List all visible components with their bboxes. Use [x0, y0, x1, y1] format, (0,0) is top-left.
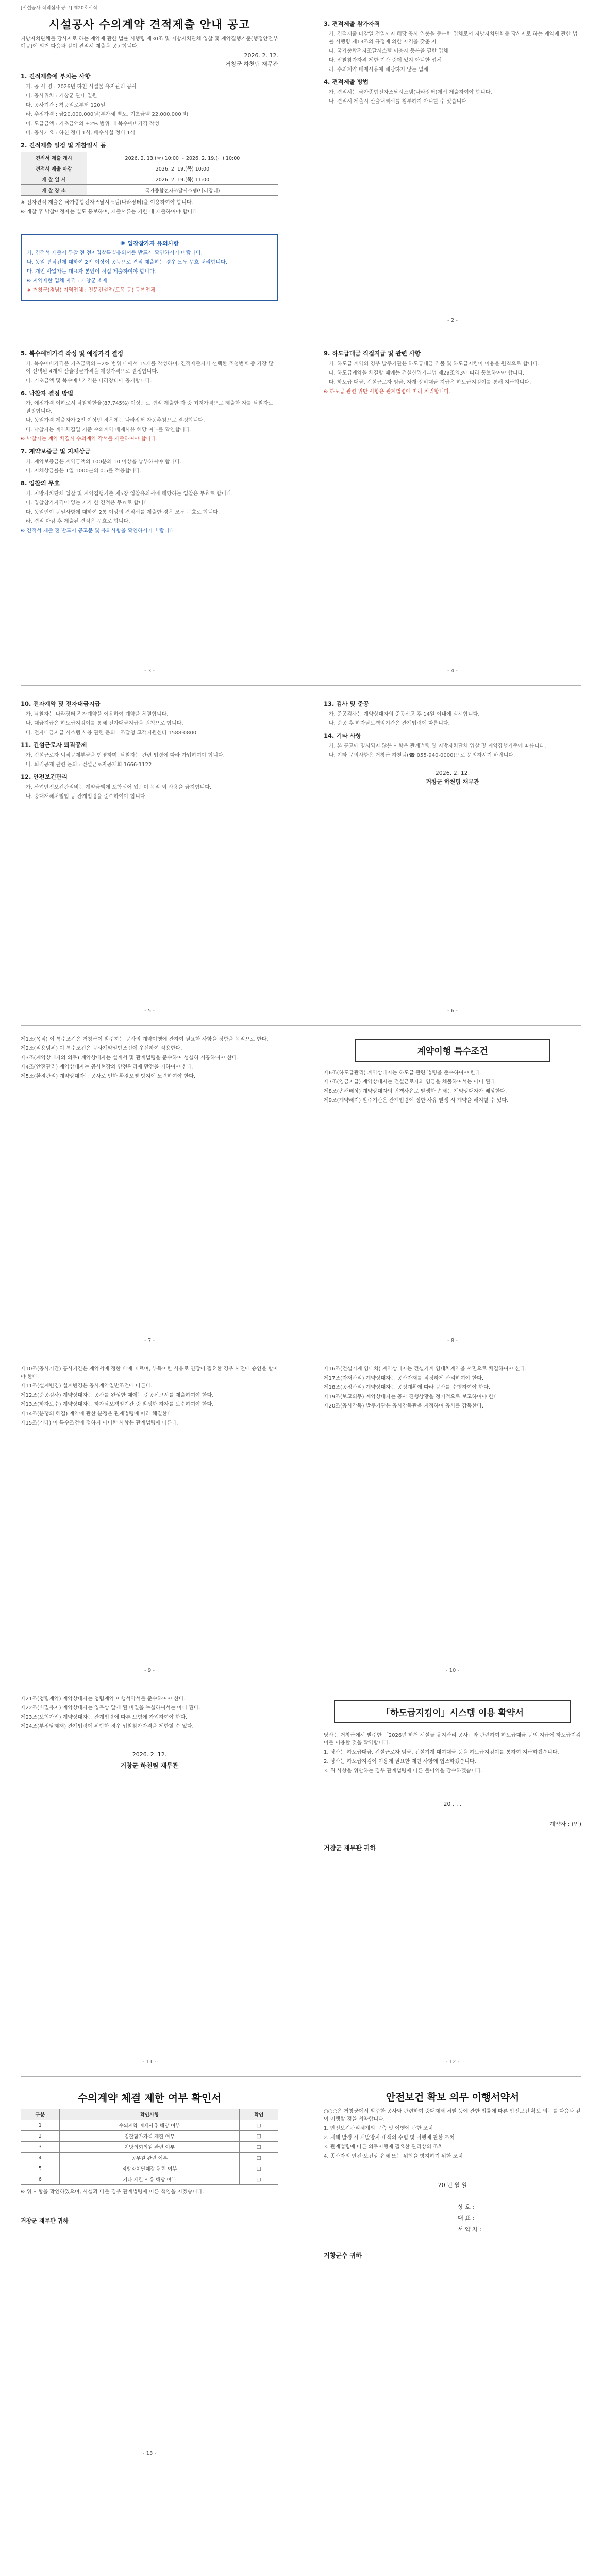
notice-page-2-left: [21, 345, 278, 675]
table-cell: 6: [21, 2174, 60, 2185]
s14-line: 나. 기타 문의사항은 거창군 하천팀(☎ 055-940-0000)으로 문의하시기 바랍니다.: [329, 753, 515, 758]
contract-check-table: [21, 2109, 278, 2185]
s1-item: 라. 추정가격 : 금20,000,000원(부가세 별도, 기초금액 22,000,000원): [26, 112, 189, 117]
pledge-line: 2. 당사는 하도급지킴이 이용에 필요한 제반 사항에 협조하겠습니다.: [324, 1759, 476, 1765]
terms-line: 제4조(안전관리) 계약상대자는 공사현장의 안전관리에 만전을 기하여야 한다.: [21, 1064, 194, 1070]
check-box[interactable]: □: [240, 2142, 278, 2153]
s10-line: 다. 전자대금지급 시스템 사용 관련 문의 : 조달청 고객지원센터 1588-0800: [26, 730, 197, 736]
terms-line: 제15조(기타) 이 특수조건에 정하지 아니한 사항은 관계법령에 따른다.: [21, 1420, 179, 1426]
closing-date: 2026. 2. 12.: [435, 770, 470, 776]
section-5-title: 5. 복수예비가격 작성 및 예정가격 결정: [21, 350, 124, 357]
page-number: - 7 -: [144, 1338, 155, 1344]
notice-line: 가. 견적서 제출시 투찰 전 전자입찰특별유의서를 반드시 확인하시기 바랍니다.: [27, 250, 203, 256]
section-8-title: 8. 입찰의 무효: [21, 480, 60, 487]
table-cell: 개 찰 일 시: [21, 174, 87, 185]
page-number: - 4 -: [447, 668, 458, 674]
sign-label: 상 호 :: [458, 2204, 474, 2210]
terms-line: 제12조(준공검사) 계약상대자는 공사를 완성한 때에는 준공신고서를 제출하여야 한다.: [21, 1393, 214, 1398]
s8-line: 가. 지방자치단체 입찰 및 계약집행기준 제5장 입찰유의서에 해당하는 입찰은 무효로 합니다.: [26, 491, 233, 497]
table-cell: 2026. 2. 13.(금) 10:00 ~ 2026. 2. 19.(목) 10:00: [87, 152, 278, 163]
table-row: [21, 2153, 278, 2163]
participant-notice-box: [21, 234, 278, 301]
s9-red-note: ※ 하도급 관련 위반 사항은 관계법령에 따라 처리합니다.: [324, 389, 451, 395]
intro-text: 지방자치단체를 당사자로 하는 계약에 관한 법률 시행령 제30조 및 지방자치단체 입찰 및 계약집행기준(행정안전부 예규)에 의거 다음과 같이 견적서 제출을 공고합니다.: [21, 36, 278, 49]
terms-line: 제13조(하자보수) 계약상대자는 하자담보책임기간 중 발생한 하자를 보수하여야 한다.: [21, 1402, 214, 1408]
terms-line: 제21조(청렴계약) 계약상대자는 청렴계약 이행서약서를 준수하여야 한다.: [21, 1696, 186, 1702]
schedule-table: [21, 152, 278, 196]
safety-pledge-title: 안전보건 확보 의무 이행서약서: [386, 2092, 520, 2103]
notice-line: 다. 개인 사업자는 대표자 본인이 직접 제출하여야 합니다.: [27, 269, 156, 275]
s10-line: 가. 낙찰자는 나라장터 전자계약을 이용하여 계약을 체결합니다.: [26, 711, 169, 717]
section-13-title: 13. 검사 및 준공: [324, 700, 369, 707]
s14-line: 가. 본 공고에 명시되지 않은 사항은 관계법령 및 지방자치단체 입찰 및 계약집행기준에 따릅니다.: [329, 743, 546, 749]
page-divider: [21, 2076, 581, 2077]
s5-line: 나. 기초금액 및 복수예비가격은 나라장터에 공개합니다.: [26, 378, 152, 384]
page-number: - 9 -: [144, 1668, 155, 1673]
terms-line: 제6조(하도급관리) 계약상대자는 하도급 관련 법령을 준수하여야 한다.: [324, 1070, 482, 1076]
page-number: - 8 -: [447, 1338, 458, 1344]
table-header-row: [21, 2109, 278, 2120]
check-box[interactable]: □: [240, 2131, 278, 2142]
table-cell: 1: [21, 2120, 60, 2131]
s8-line: 다. 동일인이 동일사항에 대하여 2통 이상의 견적서를 제출한 경우 모두 무효로 합니다.: [26, 510, 220, 515]
sign-label: 대 표 :: [458, 2215, 474, 2222]
page-number: - 12 -: [445, 2059, 460, 2065]
section-6-title: 6. 낙찰자 결정 방법: [21, 389, 74, 397]
notice-page-3-right: [324, 696, 581, 1015]
s9-line: 가. 하도급 계약의 경우 발주기관은 하도급대금 직불 및 하도급지킴이 이용을 원칙으로 합니다.: [329, 361, 540, 367]
table-header: 구분: [21, 2109, 60, 2120]
notice-box-area: [21, 231, 278, 329]
s7-line: 나. 지체상금률은 1일 1000분의 0.5를 적용합니다.: [26, 468, 142, 474]
s1-item: 나. 공사위치 : 거창군 관내 일원: [26, 93, 97, 99]
special-terms-page-right: [324, 1036, 581, 1345]
safety-sign-block: [458, 2201, 581, 2235]
table-cell: 2: [21, 2131, 60, 2142]
notice-page-1: [21, 4, 278, 231]
s13-line: 가. 준공검사는 계약상대자의 준공신고 후 14일 이내에 실시합니다.: [329, 711, 480, 717]
s4-line: 가. 견적서는 국가종합전자조달시스템(나라장터)에서 제출하여야 합니다.: [329, 90, 492, 95]
contract-check-title: 수의계약 체결 제한 여부 확인서: [77, 2092, 222, 2104]
s6-line: 나. 동일가격 제출자가 2인 이상인 경우에는 나라장터 자동추첨으로 결정합니다.: [26, 418, 205, 423]
s3-line: 다. 입찰참가자격 제한 기간 중에 있지 아니한 업체: [329, 58, 442, 63]
table-header: 확인: [240, 2109, 278, 2120]
page-number: - 11 -: [142, 2059, 157, 2065]
terms-line: 제7조(임금지급) 계약상대자는 건설근로자의 임금을 체불하여서는 아니 된다.: [324, 1079, 497, 1085]
pledge-line: 3. 위 사항을 위반하는 경우 관계법령에 따른 불이익을 감수하겠습니다.: [324, 1768, 483, 1774]
pledge-signature: 계약자 : (인): [549, 1821, 581, 1827]
table-cell: 공무원 관련 여부: [59, 2153, 240, 2163]
section-3-title: 3. 견적제출 참가자격: [324, 20, 380, 27]
section-9-title: 9. 하도급대금 직접지급 및 관련 사항: [324, 350, 421, 357]
s1-item: 바. 공사개요 : 하천 정비 1식, 배수시설 정비 1식: [26, 130, 136, 136]
table-cell: 지방자치단체장 관련 여부: [59, 2163, 240, 2174]
table-cell: 개 찰 장 소: [21, 185, 87, 196]
terms-line: 제16조(건설기계 임대차) 계약상대자는 건설기계 임대차계약을 서면으로 체결하여야 한다.: [324, 1366, 527, 1372]
terms-line: 제20조(공사감독) 발주기관은 공사감독관을 지정하여 공사를 감독한다.: [324, 1403, 484, 1409]
section-14-title: 14. 기타 사항: [324, 732, 361, 739]
pledge-date: 20 . . .: [443, 1801, 462, 1807]
section-10-title: 10. 전자계약 및 전자대금지급: [21, 700, 101, 707]
notice-line: ※ 지역제한 업체 자격 : 거창군 소재: [27, 278, 108, 284]
table-row: [21, 2120, 278, 2131]
notice-red-line: ※ 거창군(경남) 지역업체 : 전문건설업(토목 등) 등록업체: [27, 287, 156, 293]
section-12-title: 12. 안전보건관리: [21, 773, 68, 781]
table-cell: 견적서 제출 개시: [21, 152, 87, 163]
s4-line: 나. 견적서 제출시 산출내역서를 첨부하지 아니할 수 있습니다.: [329, 99, 469, 105]
section-4-title: 4. 견적제출 방법: [324, 78, 369, 86]
check-box[interactable]: □: [240, 2174, 278, 2185]
terms-line: 제10조(공사기간) 공사기간은 계약서에 정한 바에 따르며, 부득이한 사유로 연장이 필요한 경우 사전에 승인을 받아야 한다.: [21, 1366, 278, 1380]
check-box[interactable]: □: [240, 2153, 278, 2163]
s1-item: 마. 도급금액 : 기초금액의 ±2% 범위 내 복수예비가격 작성: [26, 121, 160, 127]
table-row: [21, 2142, 278, 2153]
table-cell: 5: [21, 2163, 60, 2174]
table-header: 확인사항: [59, 2109, 240, 2120]
safety-line: ○○○은 거창군에서 발주한 공사와 관련하여 중대재해 처벌 등에 관한 법률에 따른 안전보건 확보 의무를 다음과 같이 이행할 것을 서약합니다.: [324, 2109, 581, 2122]
page-divider: [21, 685, 581, 686]
terms-line: 제14조(분쟁의 해결) 계약에 관한 분쟁은 관계법령에 따라 해결한다.: [21, 1411, 174, 1417]
table-cell: 수의계약 배제사유 해당 여부: [59, 2120, 240, 2131]
s8-blue-note: ※ 견적서 제출 전 반드시 공고문 및 유의사항을 확인하시기 바랍니다.: [21, 528, 176, 534]
table-row: [21, 2163, 278, 2174]
terms-line: 제18조(공정관리) 계약상대자는 공정계획에 따라 공사를 수행하여야 한다.: [324, 1385, 490, 1391]
check-recipient: 거창군 재무관 귀하: [21, 2217, 69, 2224]
s3-line: 가. 견적제출 마감일 전일까지 해당 공사 업종을 등록한 업체로서 지방자치단체를 당사자로 하는 계약에 관한 법률 시행령 제13조의 규정에 의한 자격을 갖춘 자: [329, 31, 578, 45]
section-11-title: 11. 건설근로자 퇴직공제: [21, 741, 87, 749]
pledge-line: 1. 당사는 하도급대금, 건설근로자 임금, 건설기계 대여대금 등을 하도급지킴이를 통하여 지급하겠습니다.: [324, 1750, 559, 1755]
subcontract-pledge-title: 「하도급지킴이」시스템 이용 확약서: [334, 1700, 571, 1723]
table-row: [21, 152, 278, 163]
s11-line: 나. 퇴직공제 관련 문의 : 건설근로자공제회 1666-1122: [26, 762, 152, 768]
table-cell: 지방의회의원 관련 여부: [59, 2142, 240, 2153]
s13-line: 나. 준공 후 하자담보책임기간은 관계법령에 따릅니다.: [329, 721, 450, 726]
s8-line: 라. 견적 마감 후 제출된 견적은 무효로 합니다.: [26, 519, 130, 524]
special-terms-title: 계약이행 특수조건: [355, 1039, 550, 1062]
terms-line: 제11조(설계변경) 설계변경은 공사계약일반조건에 따른다.: [21, 1383, 153, 1389]
s6-line: 다. 낙찰자는 계약체결일 기준 수의계약 배제사유 해당 여부를 확인합니다.: [26, 427, 192, 433]
s5-line: 가. 복수예비가격은 기초금액의 ±2% 범위 내에서 15개를 작성하며, 견적제출자가 선택한 추첨번호 중 가장 많이 선택된 4개의 산술평균가격을 예정가격으로 결정합니다.: [26, 361, 274, 375]
table-row: [21, 2131, 278, 2142]
sign-issuer: 거창군 하천팀 재무관: [120, 1762, 179, 1769]
special-terms-page-3-left: [21, 1695, 278, 2066]
safety-line: 1. 안전보건관리체계의 구축 및 이행에 관한 조치: [324, 2126, 433, 2131]
table-cell: 입찰참가자격 제한 여부: [59, 2131, 240, 2142]
s12-line: 가. 산업안전보건관리비는 계약금액에 포함되어 있으며 목적 외 사용을 금지합니다.: [26, 785, 212, 790]
s7-line: 가. 계약보증금은 계약금액의 100분의 10 이상을 납부하여야 합니다.: [26, 459, 181, 465]
s1-item: 가. 공 사 명 : 2026년 하천 시설물 유지관리 공사: [26, 84, 137, 90]
table-cell: 견적서 제출 마감: [21, 163, 87, 174]
page-number: - 6 -: [447, 1008, 458, 1014]
closing-issuer: 거창군 하천팀 재무관: [426, 778, 479, 785]
s8-line: 나. 입찰참가자격이 없는 자가 한 견적은 무효로 합니다.: [26, 500, 150, 506]
notice-page-1-right: [324, 15, 581, 325]
special-terms-page-2-left: [21, 1365, 278, 1674]
table-cell: 기타 제한 사유 해당 여부: [59, 2174, 240, 2185]
terms-line: 제19조(보고의무) 계약상대자는 공사 진행상황을 정기적으로 보고하여야 한다.: [324, 1394, 500, 1400]
notice-page-3-left: [21, 696, 278, 1015]
sign-label: 서 약 자 :: [458, 2226, 482, 2233]
page-number: - 5 -: [144, 1008, 155, 1014]
section-7-title: 7. 계약보증금 및 지체상금: [21, 448, 91, 455]
page-divider: [21, 1025, 581, 1026]
terms-line: 제2조(적용범위) 이 특수조건은 공사계약일반조건에 우선하여 적용한다.: [21, 1046, 182, 1052]
s2-note: ※ 전자견적 제출은 국가종합전자조달시스템(나라장터)을 이용하여야 합니다.: [21, 200, 193, 206]
s6-red-note: ※ 낙찰자는 계약 체결시 수의계약 각서를 제출하여야 합니다.: [21, 436, 158, 442]
table-row: [21, 185, 278, 196]
terms-line: 제1조(목적) 이 특수조건은 거창군이 발주하는 공사의 계약이행에 관하여 필요한 사항을 정함을 목적으로 한다.: [21, 1037, 269, 1042]
s12-line: 나. 중대재해처벌법 등 관계법령을 준수하여야 합니다.: [26, 794, 147, 800]
table-cell: 2026. 2. 19.(목) 10:00: [87, 163, 278, 174]
safety-date: 20 년 월 일: [438, 2182, 467, 2189]
safety-line: 2. 재해 발생 시 재발방지 대책의 수립 및 이행에 관한 조치: [324, 2135, 455, 2141]
terms-line: 제23조(보험가입) 계약상대자는 관계법령에 따른 보험에 가입하여야 한다.: [21, 1715, 187, 1720]
table-cell: 3: [21, 2142, 60, 2153]
safety-line: 4. 종사자의 안전·보건상 유해 또는 위험을 방지하기 위한 조치: [324, 2154, 463, 2159]
subcontract-pledge-page: [324, 1695, 581, 2066]
s2-note: ※ 개찰 후 낙찰예정자는 별도 통보하며, 제출서류는 기한 내 제출하여야 합니다.: [21, 209, 199, 215]
check-box[interactable]: □: [240, 2163, 278, 2174]
page-number: - 10 -: [445, 1668, 460, 1673]
safety-line: 3. 관계법령에 따른 의무이행에 필요한 관리상의 조치: [324, 2144, 443, 2150]
section-2-title: 2. 견적제출 일정 및 개찰일시 등: [21, 142, 106, 149]
table-cell: 국가종합전자조달시스템(나라장터): [87, 185, 278, 196]
page-number: - 13 -: [142, 2451, 157, 2456]
notice-issuer: 거창군 하천팀 재무관: [225, 61, 278, 67]
s9-line: 나. 하도급계약을 체결할 때에는 건설산업기본법 제29조의3에 따라 통보하여야 합니다.: [329, 370, 525, 376]
special-terms-page-left: [21, 1036, 278, 1345]
s3-line: 나. 국가종합전자조달시스템 이용자 등록을 필한 업체: [329, 48, 448, 54]
terms-line: 제5조(환경관리) 계약상대자는 공사로 인한 환경오염 방지에 노력하여야 한다.: [21, 1074, 196, 1079]
pledge-line: 당사는 거창군에서 발주한 「2026년 하천 시설물 유지관리 공사」와 관련하여 하도급대금 등의 지급에 하도급지킴이를 이용할 것을 확약합니다.: [324, 1733, 581, 1746]
terms-line: 제24조(부정당제재) 관계법령에 위반한 경우 입찰참가자격을 제한할 수 있다.: [21, 1724, 194, 1730]
terms-line: 제17조(자재관리) 계약상대자는 공사자재를 적정하게 관리하여야 한다.: [324, 1376, 484, 1381]
table-row: [21, 174, 278, 185]
contract-check-page: [21, 2087, 278, 2458]
notice-box-title: ※ 입찰참가자 유의사항: [120, 240, 179, 247]
page-number: - 2 -: [447, 318, 458, 324]
s1-item: 다. 공사기간 : 착공일로부터 120일: [26, 103, 106, 108]
terms-line: 제9조(계약해지) 발주기관은 관계법령에 정한 사유 발생 시 계약을 해지할 수 있다.: [324, 1098, 509, 1104]
safety-pledge-page: [324, 2087, 581, 2458]
s6-line: 가. 예정가격 이하로서 낙찰하한율(87.745%) 이상으로 견적 제출한 자 중 최저가격으로 제출한 자를 낙찰자로 결정합니다.: [26, 401, 274, 414]
special-terms-page-2-right: [324, 1365, 581, 1674]
terms-line: 제8조(손해배상) 계약상대자의 귀책사유로 발생한 손해는 계약상대자가 배상한다.: [324, 1089, 507, 1094]
s3-line: 라. 수의계약 배제사유에 해당하지 않는 업체: [329, 67, 428, 73]
document-title: 시설공사 수의계약 견적제출 안내 공고: [48, 19, 250, 31]
safety-recipient: 거창군수 귀하: [324, 2252, 362, 2259]
table-row: [21, 163, 278, 174]
table-row: [21, 2174, 278, 2185]
notice-date: 2026. 2. 12.: [244, 52, 278, 59]
table-cell: 2026. 2. 19.(목) 11:00: [87, 174, 278, 185]
s10-line: 나. 대금지급은 하도급지킴이를 통해 전자대금지급을 원칙으로 합니다.: [26, 721, 183, 726]
check-note: ※ 위 사항을 확인하였으며, 사실과 다를 경우 관계법령에 따른 책임을 지겠습니다.: [21, 2189, 204, 2195]
pledge-recipient: 거창군 재무관 귀하: [324, 1844, 376, 1852]
notice-line: 나. 동일 견적건에 대하여 2인 이상이 공동으로 견적 제출하는 경우 모두 무효 처리합니다.: [27, 260, 227, 265]
notice-page-2-right: [324, 345, 581, 675]
terms-line: 제3조(계약상대자의 의무) 계약상대자는 설계서 및 관계법령을 준수하여 성실히 시공하여야 한다.: [21, 1055, 239, 1061]
page-number: - 3 -: [144, 668, 155, 674]
form-tag: [시설공사 적격심사 공고] 제20호서식: [21, 6, 97, 11]
s9-line: 다. 하도급 대금, 건설근로자 임금, 자재·장비대금 지급은 하도급지킴이를 통해 지급합니다.: [329, 380, 531, 385]
sign-date: 2026. 2. 12.: [132, 1751, 167, 1758]
section-1-title: 1. 견적제출에 부치는 사항: [21, 73, 91, 80]
check-box[interactable]: □: [240, 2120, 278, 2131]
s11-line: 가. 건설근로자 퇴직공제부금을 반영하며, 낙찰자는 관련 법령에 따라 가입하여야 합니다.: [26, 753, 225, 758]
table-cell: 4: [21, 2153, 60, 2163]
terms-line: 제22조(비밀유지) 계약상대자는 업무상 알게 된 비밀을 누설하여서는 아니 된다.: [21, 1705, 200, 1711]
